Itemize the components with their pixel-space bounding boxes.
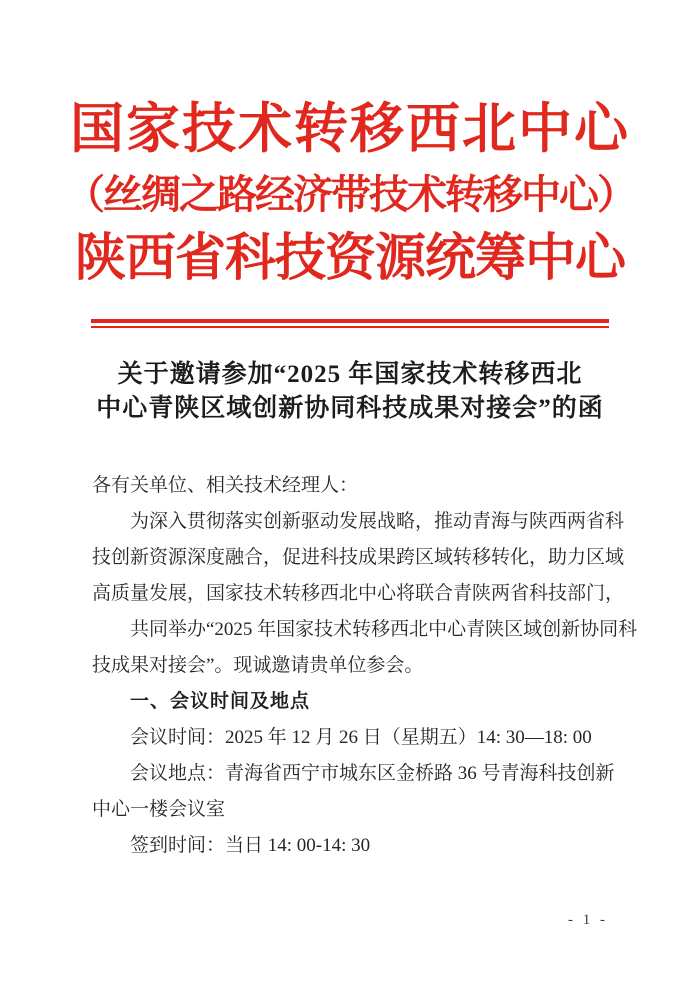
document-title-line2: 中心青陕区域创新协同科技成果对接会”的函 [96,395,604,422]
salutation: 各有关单位、相关技术经理人： [92,475,359,496]
document-title-line1: 关于邀请参加“2025 年国家技术转移西北 [117,361,583,388]
meeting-place-line: 会议地点：青海省西宁市城东区金桥路 36 号青海科技创新 [130,763,615,784]
paragraph-line: 技成果对接会”。现诚邀请贵单位参会。 [92,655,424,676]
section-heading-time-place: 一、会议时间及地点 [130,691,311,712]
letterhead-org-line2: （丝绸之路经济带技术转移中心） [65,172,635,217]
letterhead-org-line3: 陕西省科技资源统筹中心 [74,231,625,287]
checkin-time-line: 签到时间：当日 14: 00-14: 30 [130,835,371,856]
paragraph-line: 共同举办“2025 年国家技术转移西北中心青陕区域创新协同科 [130,619,638,640]
letterhead [0,0,700,293]
paragraph-line: 高质量发展，国家技术转移西北中心将联合青陕两省科技部门， [92,583,625,604]
meeting-place-line-cont: 中心一楼会议室 [92,799,226,820]
page-number: - 1 - [568,912,608,928]
letterhead-org-line1: 国家技术转移西北中心 [70,99,630,159]
paragraph-line: 技创新资源深度融合，促进科技成果跨区域转移转化，助力区域 [92,547,625,568]
document-title [0,358,700,426]
paragraph-line: 为深入贯彻落实创新驱动发展战略，推动青海与陕西两省科 [130,511,625,532]
letter-body [92,468,638,864]
meeting-time-line: 会议时间：2025 年 12 月 26 日（星期五）14: 30—18: 00 [130,727,592,748]
red-double-rule [91,319,609,328]
